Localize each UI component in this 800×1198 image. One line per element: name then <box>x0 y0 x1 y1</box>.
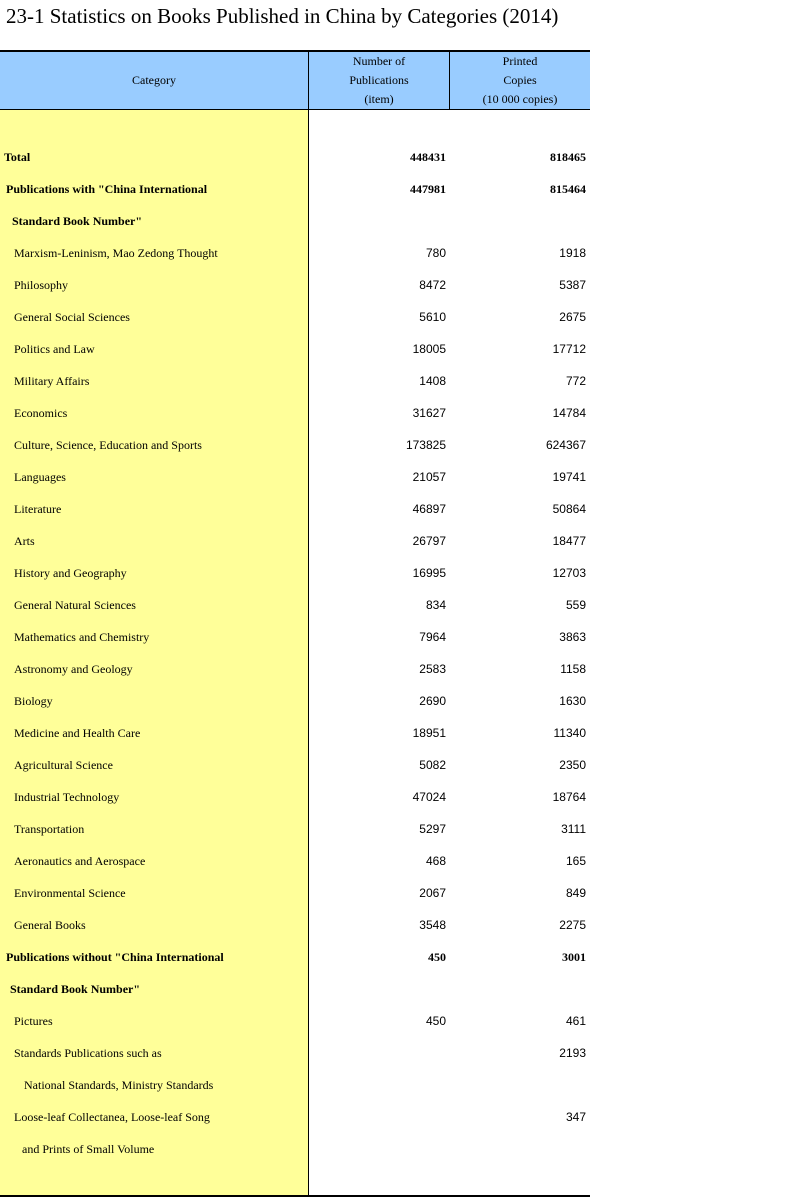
row-publications-value: 7964 <box>419 630 446 644</box>
row-copies-value <box>450 205 586 237</box>
table-bottom-rule <box>0 1195 590 1197</box>
row-category-label: Marxism-Leninism, Mao Zedong Thought <box>14 246 218 260</box>
row-publications-value: 1408 <box>419 374 446 388</box>
row-publications-value: 780 <box>425 246 446 260</box>
row-category-label: Transportation <box>14 822 85 836</box>
row-category-label: Arts <box>14 534 35 548</box>
row-category-label: Culture, Science, Education and Sports <box>14 438 202 452</box>
row-publications-value: 468 <box>425 854 446 868</box>
row-publications-value: 46897 <box>412 502 446 516</box>
table-row <box>0 237 590 269</box>
row-category-label: Biology <box>14 694 53 708</box>
row-copies-value: 559 <box>565 598 586 612</box>
row-category-label: Military Affairs <box>14 374 90 388</box>
row-category-label: Philosophy <box>14 278 69 292</box>
row-category-label: Standard Book Number" <box>12 214 143 228</box>
table-row <box>0 1133 590 1165</box>
row-category-label: Agricultural Science <box>14 758 113 772</box>
table-row <box>0 1069 590 1101</box>
row-copies-value: 1630 <box>559 694 586 708</box>
row-category-label: General Natural Sciences <box>14 598 136 612</box>
table-row <box>0 1037 590 1069</box>
row-category-label: Mathematics and Chemistry <box>14 630 150 644</box>
row-copies-value: 50864 <box>552 502 586 516</box>
row-publications-value: 26797 <box>412 534 446 548</box>
row-publications-value: 5082 <box>419 758 446 772</box>
table-row <box>0 141 590 173</box>
row-category-label: Total <box>4 150 31 164</box>
row-publications-value: 2583 <box>419 662 446 676</box>
table-row <box>0 941 590 973</box>
row-category-label: Standard Book Number" <box>10 982 141 996</box>
row-category-label: and Prints of Small Volume <box>22 1142 155 1156</box>
header-publications-line3: (item) <box>364 92 394 106</box>
header-copies-line1: Printed <box>502 54 538 68</box>
row-copies-value: 5387 <box>559 278 586 292</box>
table-row <box>0 589 590 621</box>
row-category-label: Standards Publications such as <box>14 1046 162 1060</box>
row-copies-value: 461 <box>565 1014 586 1028</box>
row-publications-value: 21057 <box>412 470 446 484</box>
header-category <box>0 52 309 109</box>
row-category-label: Pictures <box>14 1014 53 1028</box>
row-category-label: Medicine and Health Care <box>14 726 141 740</box>
header-publications-line1: Number of <box>352 54 406 68</box>
row-copies-value: 3111 <box>561 822 586 836</box>
table-row <box>0 781 590 813</box>
row-category-label: Industrial Technology <box>14 790 120 804</box>
row-copies-value: 3863 <box>559 630 586 644</box>
table-row <box>0 877 590 909</box>
table-row <box>0 621 590 653</box>
table-row <box>0 493 590 525</box>
row-copies-value: 165 <box>565 854 586 868</box>
row-category-label: Politics and Law <box>14 342 95 356</box>
row-copies-value <box>450 1133 586 1165</box>
page-title: 23-1 Statistics on Books Published in China by Categories (2014) <box>6 4 559 28</box>
row-publications-value: 834 <box>425 598 446 612</box>
row-category-label: Economics <box>14 406 68 420</box>
row-publications-value: 16995 <box>412 566 446 580</box>
row-publications-value: 5610 <box>419 310 446 324</box>
table-row <box>0 717 590 749</box>
row-copies-value: 2193 <box>559 1046 586 1060</box>
row-publications-value: 3548 <box>419 918 446 932</box>
row-copies-value: 818465 <box>550 150 586 164</box>
row-publications-value: 18005 <box>412 342 446 356</box>
table-row <box>0 1005 590 1037</box>
table-row <box>0 685 590 717</box>
row-category-label: Loose-leaf Collectanea, Loose-leaf Song <box>14 1110 210 1124</box>
table-row <box>0 653 590 685</box>
table-row <box>0 525 590 557</box>
table-header <box>0 52 590 110</box>
row-publications-value <box>309 1133 446 1165</box>
header-publications-line2: Publications <box>349 73 409 87</box>
row-category-label: Publications without "China International <box>6 950 224 964</box>
row-publications-value: 2690 <box>419 694 446 708</box>
row-publications-value: 31627 <box>412 406 446 420</box>
row-copies-value: 815464 <box>550 182 586 196</box>
row-category-label: Environmental Science <box>14 886 126 900</box>
table-row <box>0 973 590 1005</box>
table-row <box>0 333 590 365</box>
row-copies-value: 347 <box>565 1110 586 1124</box>
row-copies-value: 1918 <box>559 246 586 260</box>
table-row <box>0 173 590 205</box>
row-publications-value: 448431 <box>410 150 446 164</box>
row-copies-value: 772 <box>565 374 586 388</box>
table-row <box>0 205 590 237</box>
row-category-label: General Books <box>14 918 86 932</box>
row-publications-value: 173825 <box>405 438 446 452</box>
row-copies-value: 2275 <box>559 918 586 932</box>
row-copies-value: 1158 <box>560 662 586 676</box>
row-category-label: Aeronautics and Aerospace <box>14 854 146 868</box>
table-body <box>0 110 590 1196</box>
table-row <box>0 429 590 461</box>
row-category-label: History and Geography <box>14 566 127 580</box>
row-copies-value: 18477 <box>552 534 586 548</box>
row-publications-value: 2067 <box>419 886 446 900</box>
row-copies-value: 11340 <box>553 726 586 740</box>
header-category-label: Category <box>132 73 176 87</box>
header-publications <box>309 52 450 109</box>
row-copies-value: 849 <box>565 886 586 900</box>
row-copies-value: 3001 <box>562 950 586 964</box>
table-row <box>0 301 590 333</box>
header-copies <box>450 52 590 109</box>
table-row <box>0 845 590 877</box>
row-publications-value <box>309 973 446 1005</box>
header-copies-line2: Copies <box>503 73 537 87</box>
table-row <box>0 557 590 589</box>
table-row <box>0 365 590 397</box>
row-category-label: Astronomy and Geology <box>14 662 133 676</box>
row-publications-value: 5297 <box>419 822 446 836</box>
row-publications-value <box>309 205 446 237</box>
table-row <box>0 813 590 845</box>
table-row <box>0 749 590 781</box>
row-category-label: National Standards, Ministry Standards <box>24 1078 214 1092</box>
row-category-label: Publications with "China International <box>6 182 208 196</box>
row-publications-value: 18951 <box>412 726 446 740</box>
row-copies-value: 19741 <box>552 470 586 484</box>
row-category-label: Literature <box>14 502 62 516</box>
table-row <box>0 909 590 941</box>
row-publications-value: 450 <box>425 1014 446 1028</box>
row-copies-value: 2675 <box>559 310 586 324</box>
row-publications-value: 450 <box>428 950 446 964</box>
row-copies-value: 18764 <box>552 790 586 804</box>
row-publications-value <box>309 1069 446 1101</box>
row-copies-value: 17712 <box>552 342 586 356</box>
row-copies-value: 2350 <box>559 758 586 772</box>
table-row <box>0 1101 590 1133</box>
row-copies-value: 624367 <box>545 438 586 452</box>
row-publications-value <box>309 1101 446 1133</box>
row-publications-value: 447981 <box>410 182 446 196</box>
row-category-label: General Social Sciences <box>14 310 130 324</box>
row-publications-value: 8472 <box>419 278 446 292</box>
row-copies-value: 14784 <box>552 406 586 420</box>
header-copies-line3: (10 000 copies) <box>482 92 558 106</box>
row-copies-value: 12703 <box>552 566 586 580</box>
row-copies-value <box>450 1069 586 1101</box>
table-row <box>0 397 590 429</box>
row-publications-value: 47024 <box>412 790 446 804</box>
table-row <box>0 461 590 493</box>
row-category-label: Languages <box>14 470 66 484</box>
table-row <box>0 269 590 301</box>
row-copies-value <box>450 973 586 1005</box>
row-publications-value <box>309 1037 446 1069</box>
